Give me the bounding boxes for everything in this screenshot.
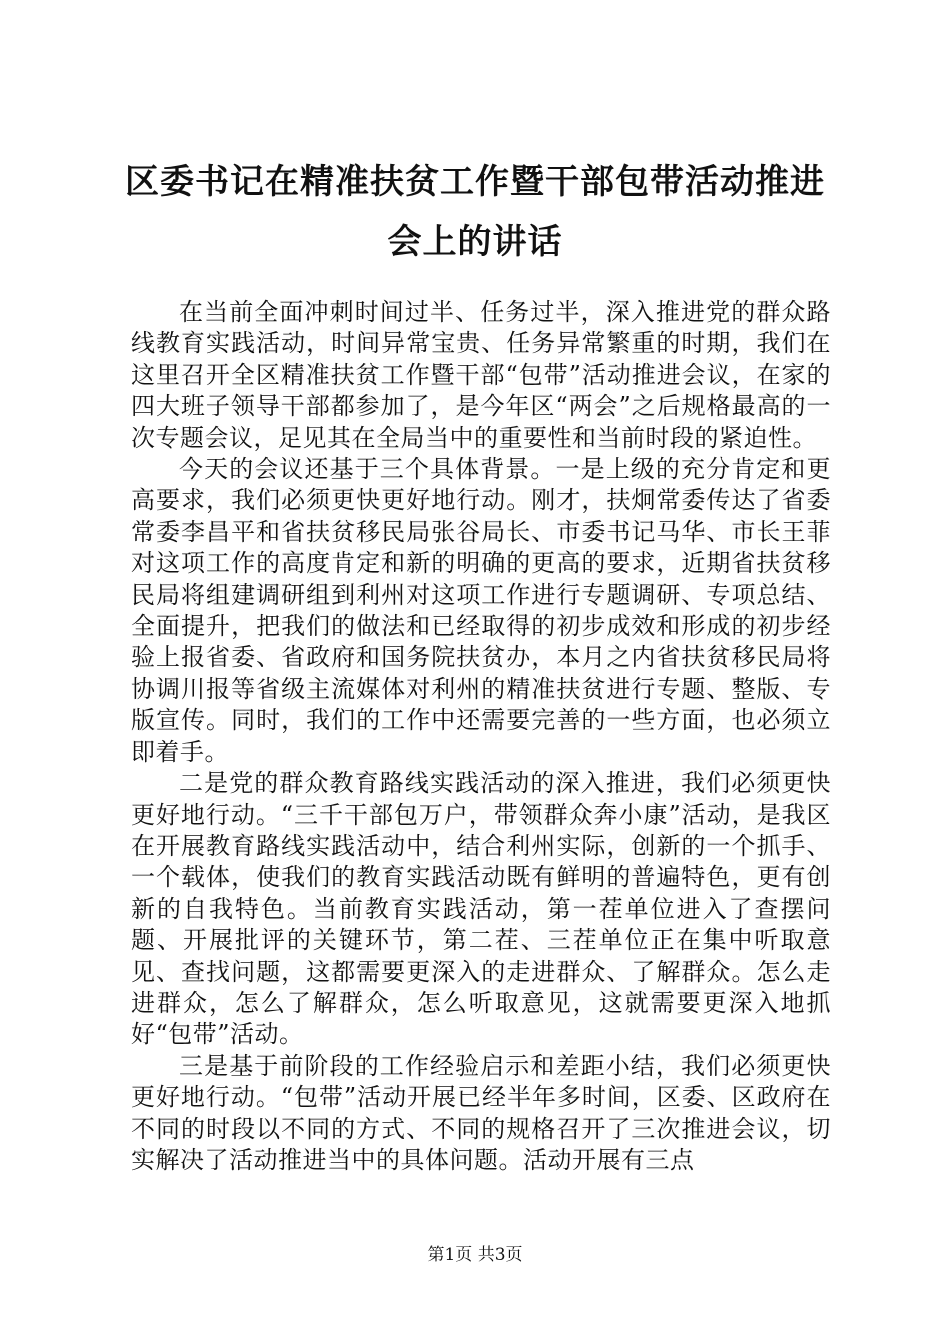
paragraph-4: 三是基于前阶段的工作经验启示和差距小结，我们必须更快更好地行动。“包带”活动开展已经半年多时间，区委、区政府在不同的时段以不同的方式、不同的规格召开了三次推进会议，切实解决了活动推进当中的具体问题。活动开展有三点 (131, 1051, 831, 1174)
paragraph-2: 今天的会议还基于三个具体背景。一是上级的充分肯定和更高要求，我们必须更快更好地行动。刚才，扶炯常委传达了省委常委李昌平和省扶贫移民局张谷局长、市委书记马华、市长王菲对这项工作的高度肯定和新的明确的更高的要求，近期省扶贫移民局将组建调研组到利州对这项工作进行专题调研、专项总结、全面提升，把我们的做法和已经取得的初步成效和形成的初步经验上报省委、省政府和国务院扶贫办，本月之内省扶贫移民局将协调川报等省级主流媒体对利州的精准扶贫进行专题、整版、专版宣传。同时，我们的工作中还需要完善的一些方面，也必须立即着手。 (131, 455, 831, 766)
paragraph-1: 在当前全面冲刺时间过半、任务过半，深入推进党的群众路线教育实践活动，时间异常宝贵、任务异常繁重的时期，我们在这里召开全区精准扶贫工作暨干部“包带”活动推进会议，在家的四大班子领导干部都参加了，是今年区“两会”之后规格最高的一次专题会议，足见其在全局当中的重要性和当前时段的紧迫性。 (131, 298, 831, 452)
page-footer: 第1页 共3页 (427, 1245, 523, 1265)
document-body (131, 297, 831, 1176)
document-title-line-1: 区委书记在精准扶贫工作暨干部包带活动推进 (125, 162, 825, 202)
document-title-line-2: 会上的讲话 (387, 222, 563, 262)
paragraph-3: 二是党的群众教育路线实践活动的深入推进，我们必须更快更好地行动。“三千干部包万户，带领群众奔小康”活动，是我区在开展教育路线实践活动中，结合利州实际，创新的一个抓手、一个载体，使我们的教育实践活动既有鲜明的普遍特色，更有创新的自我特色。当前教育实践活动，第一茬单位进入了查摆问题、开展批评的关键环节，第二茬、三茬单位正在集中听取意见、查找问题，这都需要更深入的走进群众、了解群众。怎么走进群众，怎么了解群众，怎么听取意见，这就需要更深入地抓好“包带”活动。 (131, 769, 831, 1049)
